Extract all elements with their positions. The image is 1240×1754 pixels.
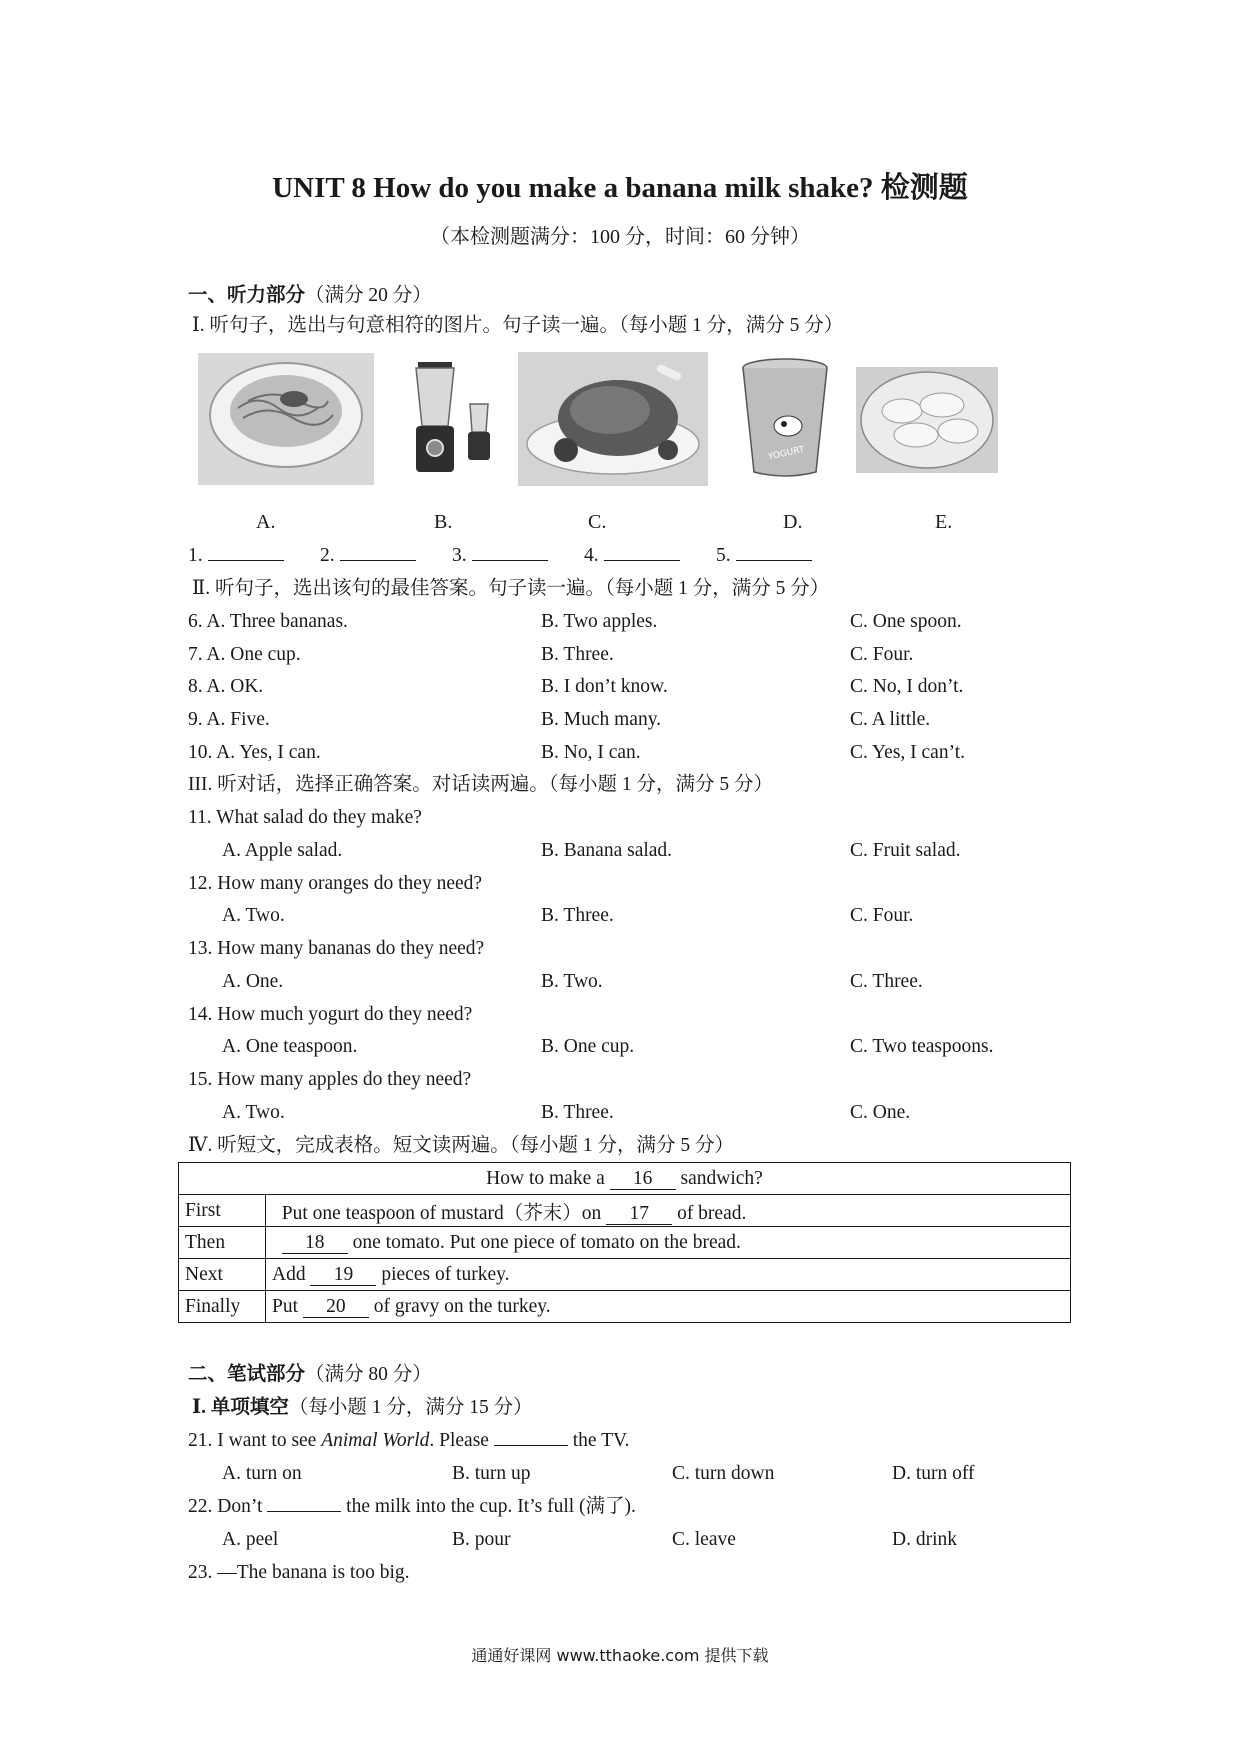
dumplings-picture [856, 367, 998, 473]
q21-pre: 21. I want to see [188, 1430, 322, 1451]
q11-question: 11. What salad do they make? [188, 807, 422, 828]
q21-option-a[interactable]: A. turn on [222, 1463, 302, 1484]
yogurt-picture [738, 356, 832, 480]
q12-option-c[interactable]: C. Four. [850, 905, 914, 926]
answer-blank-5[interactable] [716, 544, 812, 568]
row-first-post: of bread. [677, 1202, 747, 1224]
q21-option-d[interactable]: D. turn off [892, 1463, 975, 1484]
picture-label-a: A. [256, 511, 276, 533]
dumplings-plate-icon [856, 367, 998, 473]
blank-17[interactable]: 17 [606, 1204, 672, 1225]
writing-part1-title: Ⅰ. 单项填空 [192, 1397, 289, 1418]
q13-option-c[interactable]: C. Three. [850, 971, 923, 992]
q12-option-a[interactable]: A. Two. [222, 905, 285, 926]
part1-instruction: Ⅰ. 听句子，选出与句意相符的图片。句子读一遍。（每小题 1 分，满分 5 分） [192, 315, 844, 336]
q8-option-b[interactable]: B. I don’t know. [541, 676, 668, 697]
table-value-first [266, 1195, 1071, 1227]
picture-label-c: C. [588, 511, 607, 533]
blank-19[interactable]: 19 [310, 1265, 376, 1286]
answer-blank-4[interactable] [584, 544, 680, 568]
q11-option-c[interactable]: C. Fruit salad. [850, 840, 961, 861]
blank-line[interactable] [604, 560, 680, 561]
answer-blank-3[interactable] [452, 544, 548, 568]
answer-number-5: 5. [716, 545, 731, 566]
q8-option-a[interactable]: 8. A. OK. [188, 676, 264, 697]
part4-instruction: Ⅳ. 听短文，完成表格。短文读两遍。（每小题 1 分，满分 5 分） [188, 1135, 734, 1156]
answer-number-4: 4. [584, 545, 599, 566]
svg-text:YOGURT: YOGURT [767, 445, 806, 463]
q6-option-b[interactable]: B. Two apples. [541, 611, 658, 632]
table-key-next: Next [179, 1259, 266, 1291]
table-key-then: Then [179, 1227, 266, 1259]
q22-option-a[interactable]: A. peel [222, 1529, 279, 1550]
blank-line[interactable] [208, 560, 284, 561]
q21-italic-title: Animal World [321, 1430, 430, 1451]
blender-picture [404, 360, 498, 478]
q22-option-b[interactable]: B. pour [452, 1529, 511, 1550]
picture-label-b: B. [434, 511, 453, 533]
blank-line[interactable] [472, 560, 548, 561]
table-header-post: sandwich? [680, 1167, 763, 1189]
table-value-next [266, 1259, 1071, 1291]
blender-icon [404, 360, 498, 478]
table-row [179, 1259, 1071, 1291]
blank-line[interactable] [340, 560, 416, 561]
q21-option-b[interactable]: B. turn up [452, 1463, 531, 1484]
row-finally-post: of gravy on the turkey. [373, 1295, 551, 1317]
table-row [179, 1291, 1071, 1323]
q21-option-c[interactable]: C. turn down [672, 1463, 775, 1484]
q7-option-a[interactable]: 7. A. One cup. [188, 644, 301, 665]
blank-16[interactable]: 16 [610, 1169, 676, 1190]
q9-option-a[interactable]: 9. A. Five. [188, 709, 270, 730]
table-header-cell [179, 1163, 1071, 1195]
listening-heading [188, 284, 432, 308]
listening-heading-note: （满分 20 分） [305, 285, 432, 306]
writing-heading-title: 二、笔试部分 [188, 1364, 306, 1385]
q22-question [188, 1495, 636, 1519]
answer-blank-2[interactable] [320, 544, 416, 568]
q15-option-c[interactable]: C. One. [850, 1102, 911, 1123]
table-row [179, 1163, 1071, 1195]
row-next-post: pieces of turkey. [381, 1263, 510, 1285]
table-row [179, 1227, 1071, 1259]
q22-pre: 22. Don’t [188, 1496, 268, 1517]
part2-instruction: Ⅱ. 听句子，选出该句的最佳答案。句子读一遍。（每小题 1 分，满分 5 分） [192, 578, 830, 599]
q21-post: . Please [429, 1430, 494, 1451]
sandwich-table [178, 1162, 1071, 1323]
q13-option-a[interactable]: A. One. [222, 971, 284, 992]
writing-part1-instruction [192, 1396, 533, 1420]
q6-option-c[interactable]: C. One spoon. [850, 611, 962, 632]
blank-20[interactable]: 20 [303, 1297, 369, 1318]
table-value-then [266, 1227, 1071, 1259]
blank-18[interactable]: 18 [282, 1233, 348, 1254]
answer-number-3: 3. [452, 545, 467, 566]
yogurt-cup-icon [738, 356, 832, 480]
q14-option-c[interactable]: C. Two teaspoons. [850, 1036, 994, 1057]
q21-post2: the TV. [567, 1430, 630, 1451]
q11-option-a[interactable]: A. Apple salad. [222, 840, 343, 861]
q10-option-b[interactable]: B. No, I can. [541, 742, 641, 763]
table-key-finally: Finally [179, 1291, 266, 1323]
q10-option-c[interactable]: C. Yes, I can’t. [850, 742, 966, 763]
q23-question: 23. —The banana is too big. [188, 1562, 410, 1583]
q15-option-b[interactable]: B. Three. [541, 1102, 614, 1123]
blank-line[interactable] [736, 560, 812, 561]
table-value-finally [266, 1291, 1071, 1323]
table-key-first: First [179, 1195, 266, 1227]
q22-option-c[interactable]: C. leave [672, 1529, 736, 1550]
q8-option-c[interactable]: C. No, I don’t. [850, 676, 964, 697]
q21-blank[interactable] [494, 1445, 568, 1446]
q22-post: the milk into the cup. It’s full (满了). [341, 1496, 636, 1517]
row-first-pre: Put one teaspoon of mustard（芥末）on [281, 1202, 602, 1224]
page-title: UNIT 8 How do you make a banana milk shake? 检测题 [272, 172, 968, 204]
page-footer: 通通好课网 www.tthaoke.com 提供下载 [471, 1646, 769, 1665]
answer-blank-1[interactable] [188, 544, 284, 568]
q10-option-a[interactable]: 10. A. Yes, I can. [188, 742, 321, 763]
noodles-bowl-icon [198, 353, 374, 485]
table-header-pre: How to make a [486, 1167, 605, 1189]
q22-option-d[interactable]: D. drink [892, 1529, 957, 1550]
q12-option-b[interactable]: B. Three. [541, 905, 614, 926]
writing-heading [188, 1363, 432, 1387]
noodles-picture [198, 353, 374, 485]
q9-option-b[interactable]: B. Much many. [541, 709, 662, 730]
table-row [179, 1195, 1071, 1227]
q14-question: 14. How much yogurt do they need? [188, 1004, 473, 1025]
writing-heading-note: （满分 80 分） [305, 1364, 432, 1385]
listening-heading-title: 一、听力部分 [188, 285, 306, 306]
q6-option-a[interactable]: 6. A. Three bananas. [188, 611, 348, 632]
turkey-picture [518, 352, 708, 486]
answer-number-1: 1. [188, 545, 203, 566]
row-then-post: one tomato. Put one piece of tomato on the bread. [352, 1231, 741, 1253]
q13-option-b[interactable]: B. Two. [541, 971, 603, 992]
q15-question: 15. How many apples do they need? [188, 1069, 472, 1090]
q14-option-b[interactable]: B. One cup. [541, 1036, 635, 1057]
picture-label-e: E. [935, 511, 953, 533]
q15-option-a[interactable]: A. Two. [222, 1102, 285, 1123]
row-finally-pre: Put [272, 1295, 299, 1317]
q12-question: 12. How many oranges do they need? [188, 873, 483, 894]
q7-option-b[interactable]: B. Three. [541, 644, 614, 665]
q7-option-c[interactable]: C. Four. [850, 644, 914, 665]
row-next-pre: Add [272, 1263, 306, 1285]
q11-option-b[interactable]: B. Banana salad. [541, 840, 673, 861]
roast-turkey-icon [518, 352, 708, 486]
page-subtitle: （本检测题满分：100 分，时间：60 分钟） [430, 226, 810, 248]
picture-label-d: D. [783, 511, 803, 533]
writing-part1-note: （每小题 1 分，满分 15 分） [288, 1397, 533, 1418]
q13-question: 13. How many bananas do they need? [188, 938, 485, 959]
answer-number-2: 2. [320, 545, 335, 566]
q14-option-a[interactable]: A. One teaspoon. [222, 1036, 358, 1057]
q9-option-c[interactable]: C. A little. [850, 709, 931, 730]
q21-question [188, 1429, 629, 1453]
part3-instruction: III. 听对话，选择正确答案。对话读两遍。（每小题 1 分，满分 5 分） [188, 774, 773, 795]
q22-blank[interactable] [267, 1511, 341, 1512]
